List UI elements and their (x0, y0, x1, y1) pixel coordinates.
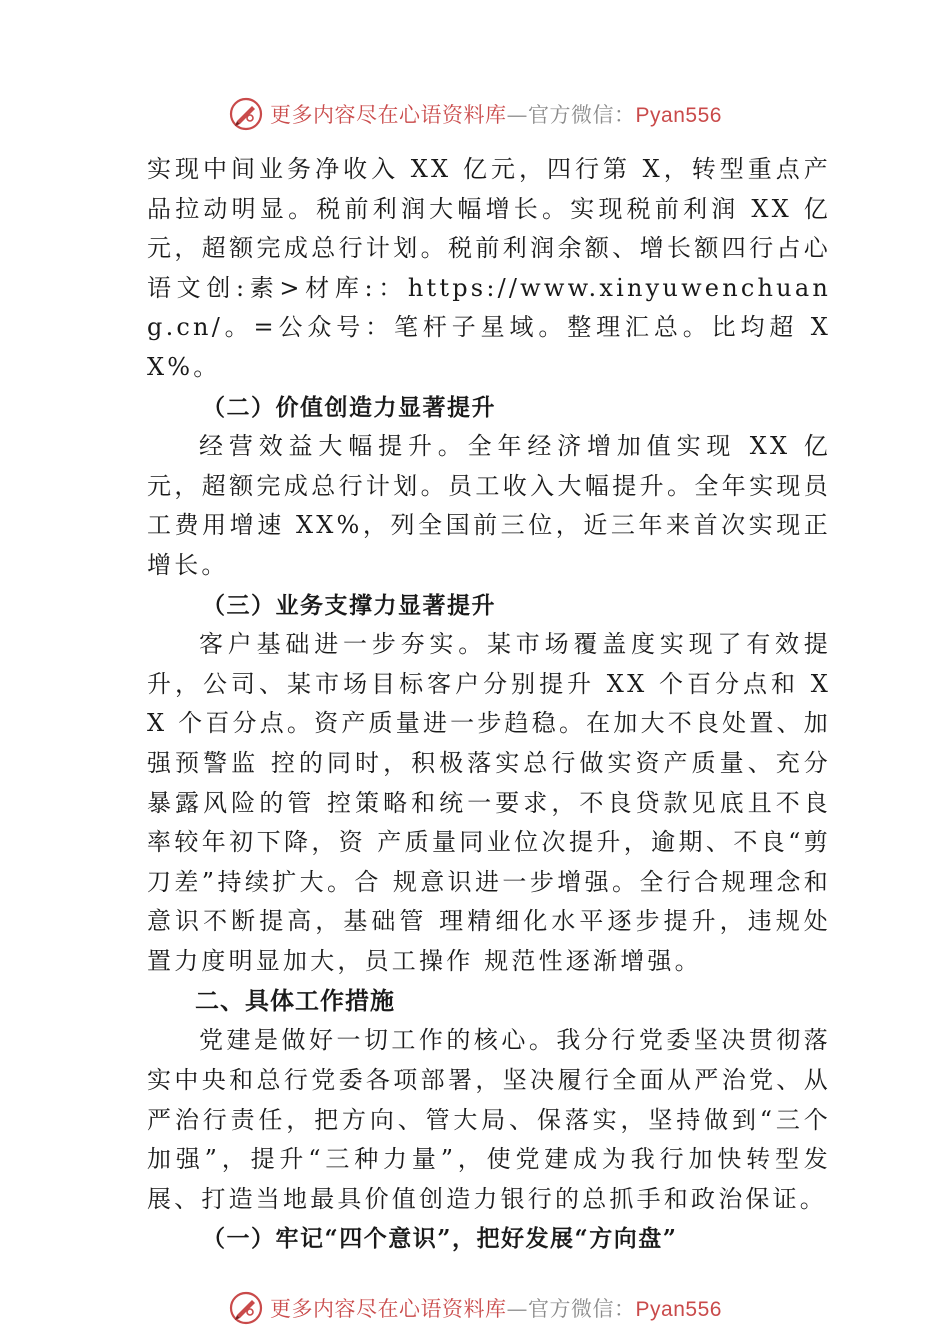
heading-business-support: （三）业务支撑力显著提升 (202, 591, 496, 619)
watermark-banner-bottom (0, 1286, 950, 1330)
paragraph-party-building: 党建是做好一切工作的核心。我分行党委坚决贯彻落实中央和总行党委各项部署，坚决履行全面从严治党、从严治行责任，把方向、管大局、保落实，坚持做到“三个加强”，提升“三种力量”，使党建成为我行加快转型发展、打造当地最具价值创造力银行的总抓手和政治保证。 (147, 1026, 831, 1213)
watermark-text: 更多内容尽在心语资料库—官方微信：Pyan556 (270, 1297, 722, 1321)
paragraph-customer-base: 客户基础进一步夯实。某市场覆盖度实现了有效提升，公司、某市场目标客户分别提升 XX 个百分点和 XX 个百分点。资产质量进一步趋稳。在加大不良处置、加强预警监 控的同时，积极落实总行做实资产质量、充分暴露风险的管 控策略和统一要求，不良贷款见底且不良率较年初下降，资 产质量同业位次提升，逾期、不良“剪刀差”持续扩大。合 规意识进一步增强。全行合规理念和意识不断提高，基础管 理精细化水平逐步提升，违规处置力度明显加大，员工操作 规范性逐渐增强。 (147, 630, 831, 975)
heading-work-measures: 二、具体工作措施 (195, 987, 395, 1016)
pen-seal-icon (228, 96, 264, 132)
paragraph-operating-benefit: 经营效益大幅提升。全年经济增加值实现 XX 亿元，超额完成总行计划。员工收入大幅提升。全年实现员工费用增速 XX%，列全国前三位，近三年来首次实现正增长。 (147, 432, 831, 579)
pen-seal-icon (228, 1290, 264, 1326)
heading-four-awareness: （一）牢记“四个意识”，把好发展“方向盘” (202, 1225, 678, 1253)
watermark-text: 更多内容尽在心语资料库—官方微信：Pyan556 (270, 103, 722, 127)
paragraph-intermediate-income: 实现中间业务净收入 XX 亿元，四行第 X，转型重点产品拉动明显。税前利润大幅增长。实现税前利润 XX 亿元，超额完成总行计划。税前利润余额、增长额四行占心语文创:素>材库:：https://www.xinyuwenchuang.cn/。=公众号：笔杆子星域。整理汇总。比均超 XX%。 (147, 155, 831, 381)
watermark-banner-top (0, 92, 950, 136)
document-body (147, 150, 831, 1259)
heading-value-creation: （二）价值创造力显著提升 (202, 393, 496, 421)
